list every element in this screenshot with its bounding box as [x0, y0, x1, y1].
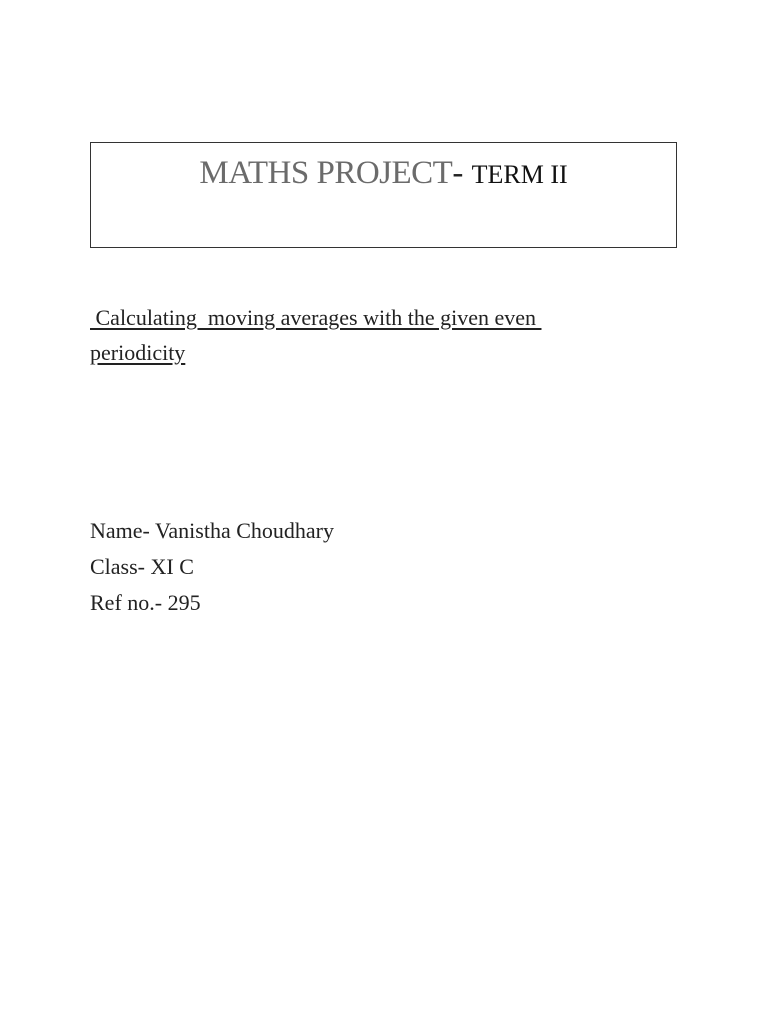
student-name: Name- Vanistha Choudhary [90, 518, 334, 543]
student-class: Class- XI C [90, 554, 194, 579]
project-title-separator: - [452, 155, 472, 191]
student-info [90, 513, 334, 621]
project-subtitle: Calculating moving averages with the given even periodicity [90, 305, 542, 365]
title-box [90, 142, 677, 248]
project-title [91, 155, 676, 192]
project-term: TERM II [471, 160, 568, 189]
project-title-main: MATHS PROJECT [199, 155, 453, 191]
reference-number: Ref no.- 295 [90, 590, 201, 615]
